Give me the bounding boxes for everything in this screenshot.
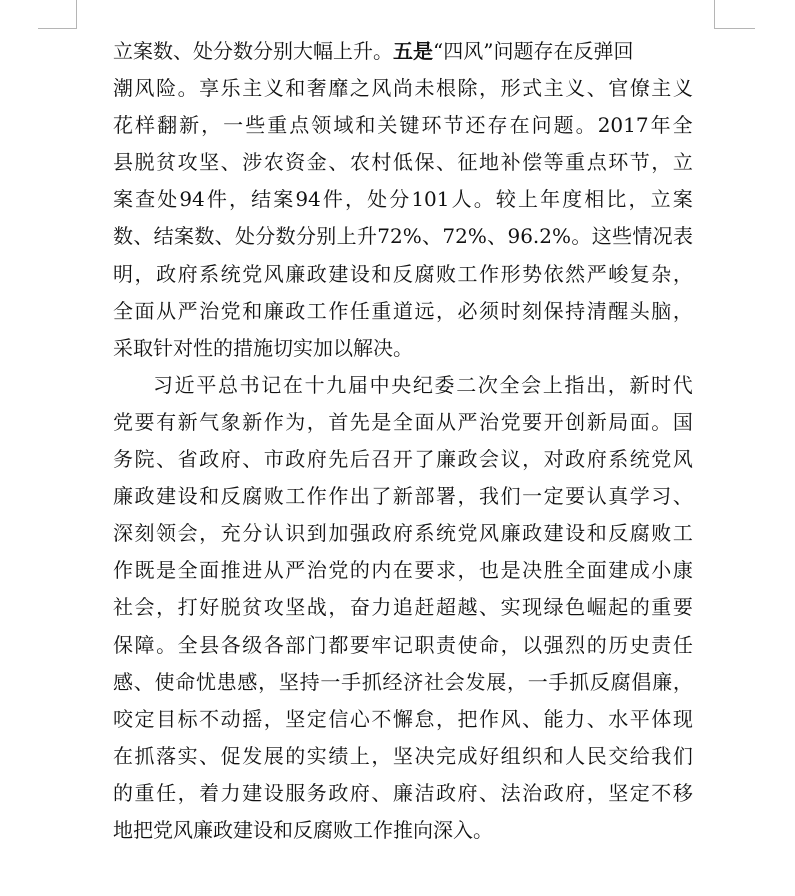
paragraph-2-line-10: 咬 定 目 标 不 动 摇 ， 坚 定 信 心 不 懈 怠 ， 把 作 风 、 能 力 、 水 平 体 现 bbox=[113, 706, 693, 731]
paragraph-1-line-1 bbox=[113, 33, 693, 70]
paragraph-1-line-2: 潮 风 险 。 享 乐 主 义 和 奢 靡 之 风 尚 未 根 除 ， 形 式 主 义 、 官 僚 主 义 bbox=[113, 76, 693, 101]
paragraph-2-line-13: 地把党风廉政建设和反腐败工作推向深入。 bbox=[113, 817, 493, 842]
paragraph-2-line-6: 作 既 是 全 面 推 进 从 严 治 党 的 内 在 要 求 ， 也 是 决 胜 全 面 建 成 小 康 bbox=[113, 558, 693, 583]
paragraph-2-line-11: 在 抓 落 实 、 促 发 展 的 实 绩 上 ， 坚 决 完 成 好 组 织 和 人 民 交 给 我 们 bbox=[113, 743, 693, 768]
paragraph-1-line-1-text bbox=[113, 33, 633, 70]
paragraph-1-line-1-part-b: “四风”问题存在反弹回 bbox=[433, 39, 634, 63]
paragraph-1-line-7: 明 ， 政 府 系 统 党 风 廉 政 建 设 和 反 腐 败 工 作 形 势 依 然 严 峻 复 杂 ， bbox=[113, 261, 693, 286]
paragraph-2-line-4: 廉 政 建 设 和 反 腐 败 工 作 作 出 了 新 部 署 ， 我 们 一 定 要 认 真 学 习 、 bbox=[113, 484, 693, 509]
paragraph-2-line-9: 感 、 使 命 忧 患 感 ， 坚 持 一 手 抓 经 济 社 会 发 展 ， 一 手 抓 反 腐 倡 廉 ， bbox=[113, 669, 693, 694]
page-corner-mark-right bbox=[714, 0, 755, 29]
paragraph-2-line-3: 务 院 、 省 政 府 、 市 政 府 先 后 召 开 了 廉 政 会 议 ， 对 政 府 系 统 党 风 bbox=[113, 447, 693, 472]
paragraph-1-line-8: 全 面 从 严 治 党 和 廉 政 工 作 任 重 道 远 ， 必 须 时 刻 保 持 清 醒 头 脑 ， bbox=[113, 298, 693, 323]
paragraph-1-line-9: 采取针对性的措施切实加以解决。 bbox=[113, 335, 413, 360]
paragraph-2-line-8: 保 障 。 全 县 各 级 各 部 门 都 要 牢 记 职 责 使 命 ， 以 强 烈 的 历 史 责 任 bbox=[113, 632, 693, 657]
paragraph-2-line-1: 习 近 平 总 书 记 在 十 九 届 中 央 纪 委 二 次 全 会 上 指 出 ， 新 时 代 bbox=[153, 372, 693, 397]
paragraph-1-line-5: 案 查 处 94 件 ， 结 案 94 件 ， 处 分 101 人 。 较 上 年 度 相 比 ， 立 案 bbox=[113, 187, 693, 212]
document-body bbox=[113, 33, 693, 849]
paragraph-2-line-2: 党 要 有 新 气 象 新 作 为 ， 首 先 是 全 面 从 严 治 党 要 开 创 新 局 面 。 国 bbox=[113, 409, 693, 434]
paragraph-2-line-7: 社 会 ， 打 好 脱 贫 攻 坚 战 ， 奋 力 追 赶 超 越 、 实 现 绿 色 崛 起 的 重 要 bbox=[113, 595, 693, 620]
paragraph-1-line-6: 数 、 结 案 数 、 处 分 数 分 别 上 升 72% 、 72% 、 96.2% 。 这 些 情 况 表 bbox=[113, 224, 693, 249]
paragraph-1-line-4: 县 脱 贫 攻 坚 、 涉 农 资 金 、 农 村 低 保 、 征 地 补 偿 等 重 点 环 节 ， 立 bbox=[113, 150, 693, 175]
paragraph-2-line-12: 的 重 任 ， 着 力 建 设 服 务 政 府 、 廉 洁 政 府 、 法 治 政 府 ， 坚 定 不 移 bbox=[113, 780, 693, 805]
paragraph-1-line-3: 花 样 翻 新 ， 一 些 重 点 领 域 和 关 键 环 节 还 存 在 问 题 。 2017 年 全 bbox=[113, 113, 693, 138]
paragraph-2-line-5: 深 刻 领 会 ， 充 分 认 识 到 加 强 政 府 系 统 党 风 廉 政 建 设 和 反 腐 败 工 bbox=[113, 521, 693, 546]
page-corner-mark-left bbox=[38, 0, 77, 29]
paragraph-1-line-1-part-a: 立案数、处分数分别大幅上升。 bbox=[113, 39, 393, 63]
paragraph-1-line-1-bold: 五是 bbox=[393, 39, 433, 63]
